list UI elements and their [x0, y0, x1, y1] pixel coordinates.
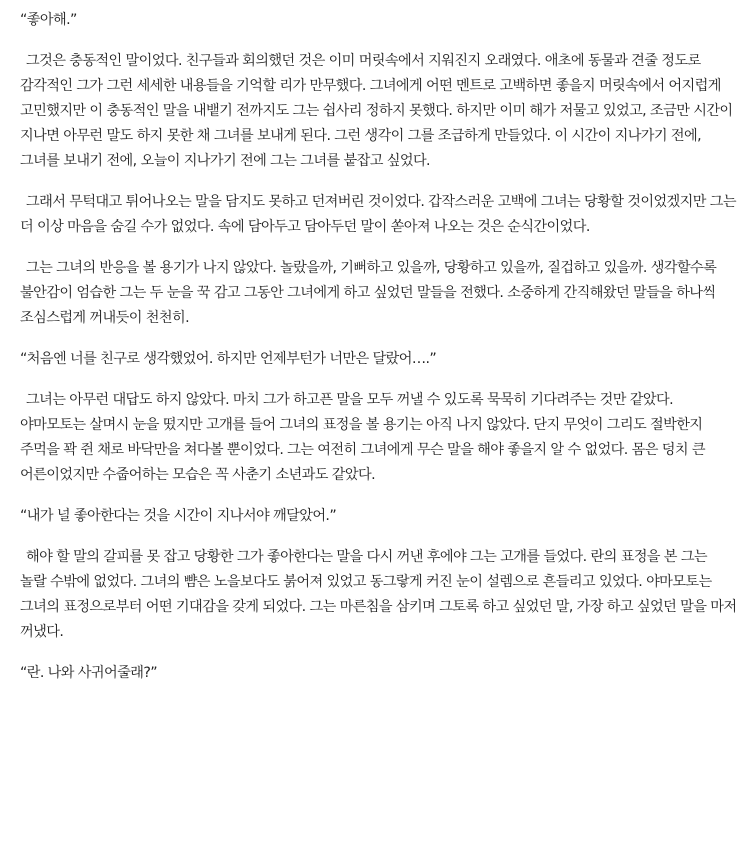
dialogue-paragraph: “내가 널 좋아한다는 것을 시간이 지나서야 깨달았어.” [20, 508, 337, 524]
narration-paragraph: 그는 그녀의 반응을 볼 용기가 나지 않았다. 놀랐을까, 기뻐하고 있을까, 당황하고 있을까, 질겁하고 있을까. 생각할수록 불안감이 엄습한 그는 두 눈을 꾹 감고 그동안 그녀에게 하고 싶었던 말들을 전했다. 소중하게 간직해왔던 말들을 하나씩 조심스럽게 꺼내듯이 천천히. [20, 260, 717, 326]
dialogue-paragraph: “처음엔 너를 친구로 생각했었어. 하지만 언제부턴가 너만은 달랐어….” [20, 351, 437, 367]
narration-paragraph: 그것은 충동적인 말이었다. 친구들과 회의했던 것은 이미 머릿속에서 지워진지 오래였다. 애초에 동물과 견줄 정도로 감각적인 그가 그런 세세한 내용들을 기억할 리가 만무했다. 그녀에게 어떤 멘트로 고백하면 좋을지 머릿속에서 어지럽게 고민했지만 이 충동적인 말을 내뱉기 전까지도 그는 쉽사리 정하지 못했다. 하지만 이미 해가 저물고 있었고, 조금만 시간이 지나면 아무런 말도 하지 못한 채 그녀를 보내게 된다. 그런 생각이 그를 조급하게 만들었다. 이 시간이 지나가기 전에, 그녀를 보내기 전에, 오늘이 지나가기 전에 그는 그녀를 붙잡고 싶었다. [20, 53, 733, 169]
narration-paragraph: 그녀는 아무런 대답도 하지 않았다. 마치 그가 하고픈 말을 모두 꺼낼 수 있도록 묵묵히 기다려주는 것만 같았다. 야마모토는 살며시 눈을 떴지만 고개를 들어 그녀의 표정을 볼 용기는 아직 나지 않았다. 단지 무엇이 그리도 절박한지 주먹을 꽉 쥔 채로 바닥만을 쳐다볼 뿐이었다. 그는 여전히 그녀에게 무슨 말을 해야 좋을지 알 수 없었다. 몸은 덩치 큰 어른이었지만 수줍어하는 모습은 꼭 사춘기 소년과도 같았다. [20, 392, 705, 483]
dialogue-paragraph: “좋아해.” [20, 12, 77, 28]
dialogue-paragraph: “란. 나와 사귀어줄래?” [20, 665, 158, 681]
narration-paragraph: 해야 할 말의 갈피를 못 잡고 당황한 그가 좋아한다는 말을 다시 꺼낸 후에야 그는 고개를 들었다. 란의 표정을 본 그는 놀랄 수밖에 없었다. 그녀의 뺨은 노을보다도 붉어져 있었고 동그랗게 커진 눈이 설렘으로 흔들리고 있었다. 야마모토는 그녀의 표정으로부터 어떤 기대감을 갖게 되었다. 그는 마른침을 삼키며 그토록 하고 싶었던 말, 가장 하고 싶었던 말을 마저 꺼냈다. [20, 549, 737, 640]
narration-paragraph: 그래서 무턱대고 튀어나오는 말을 담지도 못하고 던져버린 것이었다. 갑작스러운 고백에 그녀는 당황할 것이었겠지만 그는 더 이상 마음을 숨길 수가 없었다. 속에 담아두고 담아두던 말이 쏟아져 나오는 것은 순식간이었다. [20, 194, 736, 235]
